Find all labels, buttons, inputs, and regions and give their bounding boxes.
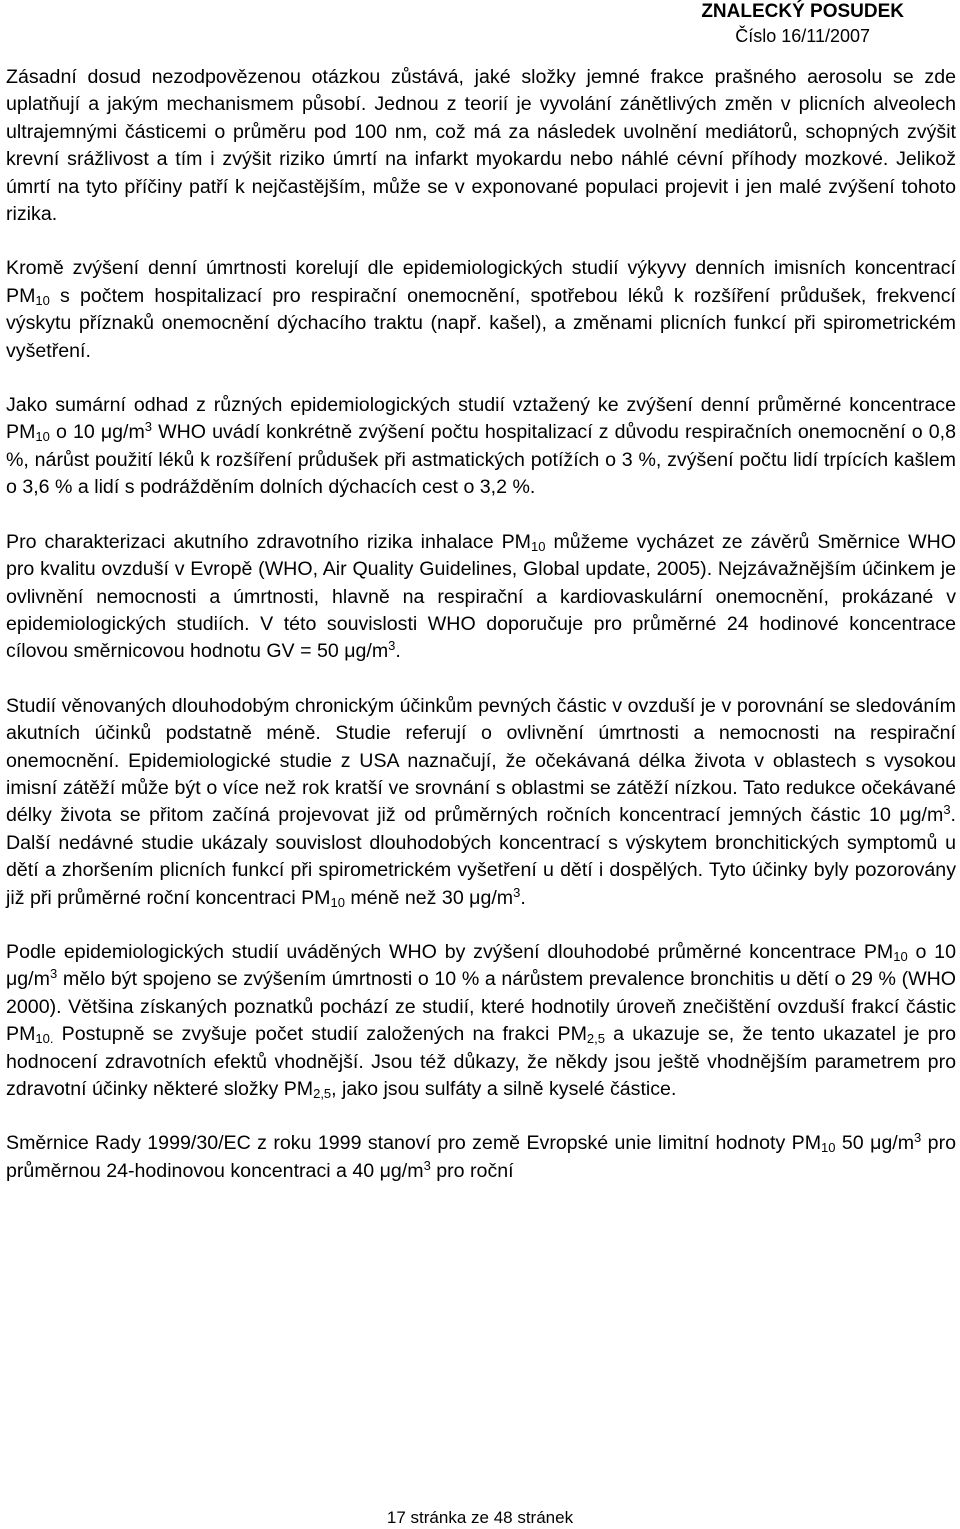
- paragraph-7: Směrnice Rady 1999/30/EC z roku 1999 stanoví pro země Evropské unie limitní hodnoty $PM_{10}$ 50 $\mu g/m^3$ pro průměrnou 24-hodinovou koncentraci a 40 $\mu g/m^3$ pro roční: [6, 1130, 956, 1182]
- paragraph-2: Kromě zvýšení denní úmrtnosti korelují dle epidemiologických studií výkyvy denních imisních koncentrací $PM_{10}$ s počtem hospitalizací pro respirační onemocnění, spotřebou léků k rozšíření průdušek, frekvencí výskytu příznaků onemocnění dýchacího traktu (např. kašel), a změnami plicních funkcí při spirometrickém vyšetření.: [6, 257, 956, 362]
- paragraph-5: Studií věnovaných dlouhodobým chronickým účinkům pevných částic v ovzduší je v porovnání se sledováním akutních účinků podstatně méně. Studie referují o ovlivnění úmrtnosti a nemocnosti na respirační onemocnění. Epidemiologické studie z USA naznačují, že očekávaná délka života v oblastech s vysokou imisní zátěží může být o více než rok kratší ve srovnání s oblastmi se zátěží nízkou. Tato redukce očekávané délky života se přitom začíná projevovat již od průměrných ročních koncentrací jemných částic 10 $\mu g/m^3$. Další nedávné studie ukázaly souvislost dlouhodobých koncentrací s výskytem bronchitických symptomů u dětí a zhoršením plicních funkcí při spirometrickém vyšetření u dětí i dospělých. Tyto účinky byly pozorovány již při průměrné roční koncentraci $PM_{10}$ méně než 30 $\mu g/m^3$.: [6, 694, 956, 910]
- document-number: Číslo 16/11/2007: [735, 26, 871, 46]
- document-body: [6, 64, 956, 1185]
- document-header: [701, 0, 904, 48]
- document-title: ZNALECKÝ POSUDEK: [701, 1, 904, 22]
- page-number: 17 stránka ze 48 stránek: [386, 1508, 574, 1527]
- paragraph-6: Podle epidemiologických studií uváděných WHO by zvýšení dlouhodobé průměrné koncentrace $PM_{10}$ o 10 $\mu g/m^3$ mělo být spojeno se zvýšením úmrtnosti o 10 % a nárůstem prevalence bronchitis u dětí o 29 % (WHO 2000). Většina získaných poznatků pochází ze studií, které hodnotily úroveň znečištění ovzduší frakcí částic $PM_{10.}$ Postupně se zvyšuje počet studií založených na frakci $PM_{2,5}$ a ukazuje se, že tento ukazatel je pro hodnocení zdravotních efektů vhodnější. Jsou též důkazy, že někdy jsou ještě vhodnějším parametrem pro zdravotní účinky některé složky $PM_{2,5}$, jako jsou sulfáty a silně kyselé částice.: [6, 940, 956, 1101]
- paragraph-4: Pro charakterizaci akutního zdravotního rizika inhalace $PM_{10}$ můžeme vycházet ze závěrů Směrnice WHO pro kvalitu ovzduší v Evropě (WHO, Air Quality Guidelines, Global update, 2005). Nejzávažnějším účinkem je ovlivnění nemocnosti a úmrtnosti, hlavně na respirační a kardiovaskulární onemocnění, prokázané v epidemiologických studiích. V této souvislosti WHO doporučuje pro průměrné 24 hodinové koncentrace cílovou směrnicovou hodnotu GV = 50 $\mu g/m^3$.: [6, 530, 957, 663]
- paragraph-1: Zásadní dosud nezodpovězenou otázkou zůstává, jaké složky jemné frakce prašného aerosolu se zde uplatňují a jakým mechanismem působí. Jednou z teorií je vyvolání zánětlivých změn v plicních alveolech ultrajemnými částicemi o průměru pod 100 nm, což má za následek uvolnění mediátorů, schopných zvýšit krevní srážlivost a tím i zvýšit riziko úmrtí na infarkt myokardu nebo náhlé cévní příhody mozkové. Jelikož úmrtí na tyto příčiny patří k nejčastějším, může se v exponované populaci projevit i jen malé zvýšení tohoto rizika.: [6, 66, 956, 226]
- paragraph-3: Jako sumární odhad z různých epidemiologických studií vztažený ke zvýšení denní průměrné koncentrace $PM_{10}$ o 10 $\mu g/m^3$ WHO uvádí konkrétně zvýšení počtu hospitalizací z důvodu respiračních onemocnění o 0,8 %, nárůst použití léků k rozšíření průdušek při astmatických potížích o 3 %, zvýšení počtu lidí trpících kašlem o 3,6 % a lidí s podrážděním dolních dýchacích cest o 3,2 %.: [6, 394, 956, 499]
